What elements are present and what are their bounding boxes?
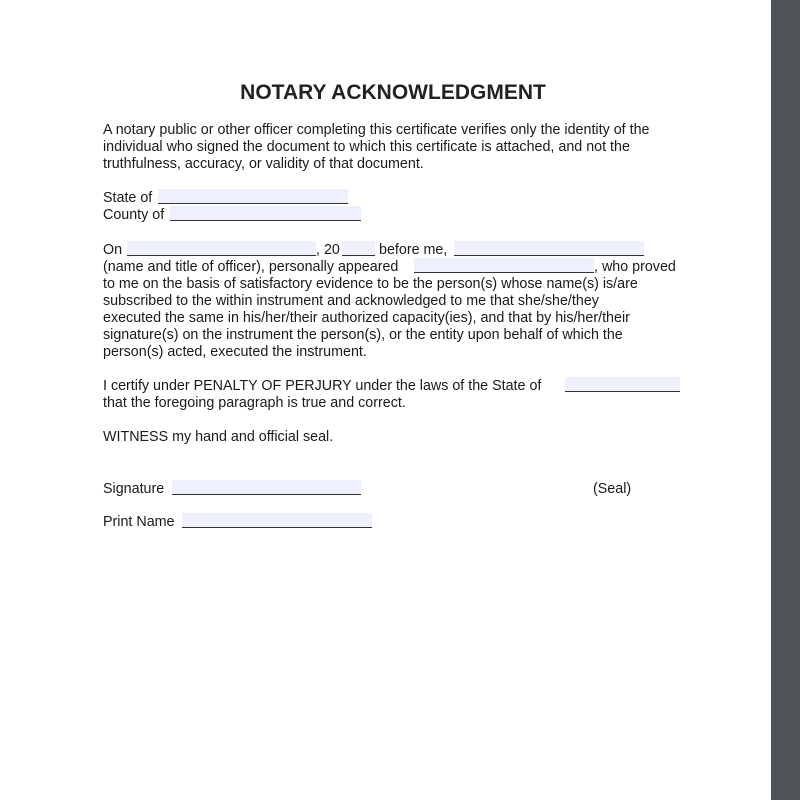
year-field[interactable] <box>342 241 375 256</box>
county-label: County of <box>103 207 165 223</box>
signature-field[interactable] <box>172 480 361 495</box>
appeared-name-field[interactable] <box>414 258 594 273</box>
certify-line: that the foregoing paragraph is true and correct. <box>103 395 406 411</box>
certify-line: I certify under PENALTY OF PERJURY under the laws of the State of <box>103 378 542 394</box>
body-line: to me on the basis of satisfactory evidence to be the person(s) whose name(s) is/are <box>103 276 638 292</box>
signature-label: Signature <box>103 481 165 497</box>
county-field[interactable] <box>170 206 361 221</box>
document-title: NOTARY ACKNOWLEDGMENT <box>240 81 546 104</box>
officer-field[interactable] <box>454 241 644 256</box>
seal-label: (Seal) <box>593 481 632 497</box>
before-me-label: before me, <box>379 242 448 258</box>
intro-line: truthfulness, accuracy, or validity of that document. <box>103 156 424 172</box>
witness-text: WITNESS my hand and official seal. <box>103 429 334 445</box>
body-line: , who proved <box>594 259 676 275</box>
body-line: signature(s) on the instrument the person(s), or the entity upon behalf of which the <box>103 327 623 343</box>
certify-state-field[interactable] <box>565 377 680 392</box>
on-label: On <box>103 242 123 258</box>
body-line: person(s) acted, executed the instrument. <box>103 344 367 360</box>
body-line: (name and title of officer), personally appeared <box>103 259 399 275</box>
year-prefix: , 20 <box>316 242 340 258</box>
state-label: State of <box>103 190 153 206</box>
body-line: subscribed to the within instrument and acknowledged to me that she/she/they <box>103 293 599 309</box>
body-line: executed the same in his/her/their authorized capacity(ies), and that by his/her/their <box>103 310 630 326</box>
print-name-label: Print Name <box>103 514 175 530</box>
date-field[interactable] <box>127 241 316 256</box>
state-field[interactable] <box>158 189 348 204</box>
print-name-field[interactable] <box>182 513 372 528</box>
intro-line: A notary public or other officer completing this certificate verifies only the identity of the <box>103 122 650 138</box>
intro-line: individual who signed the document to which this certificate is attached, and not the <box>103 139 630 155</box>
